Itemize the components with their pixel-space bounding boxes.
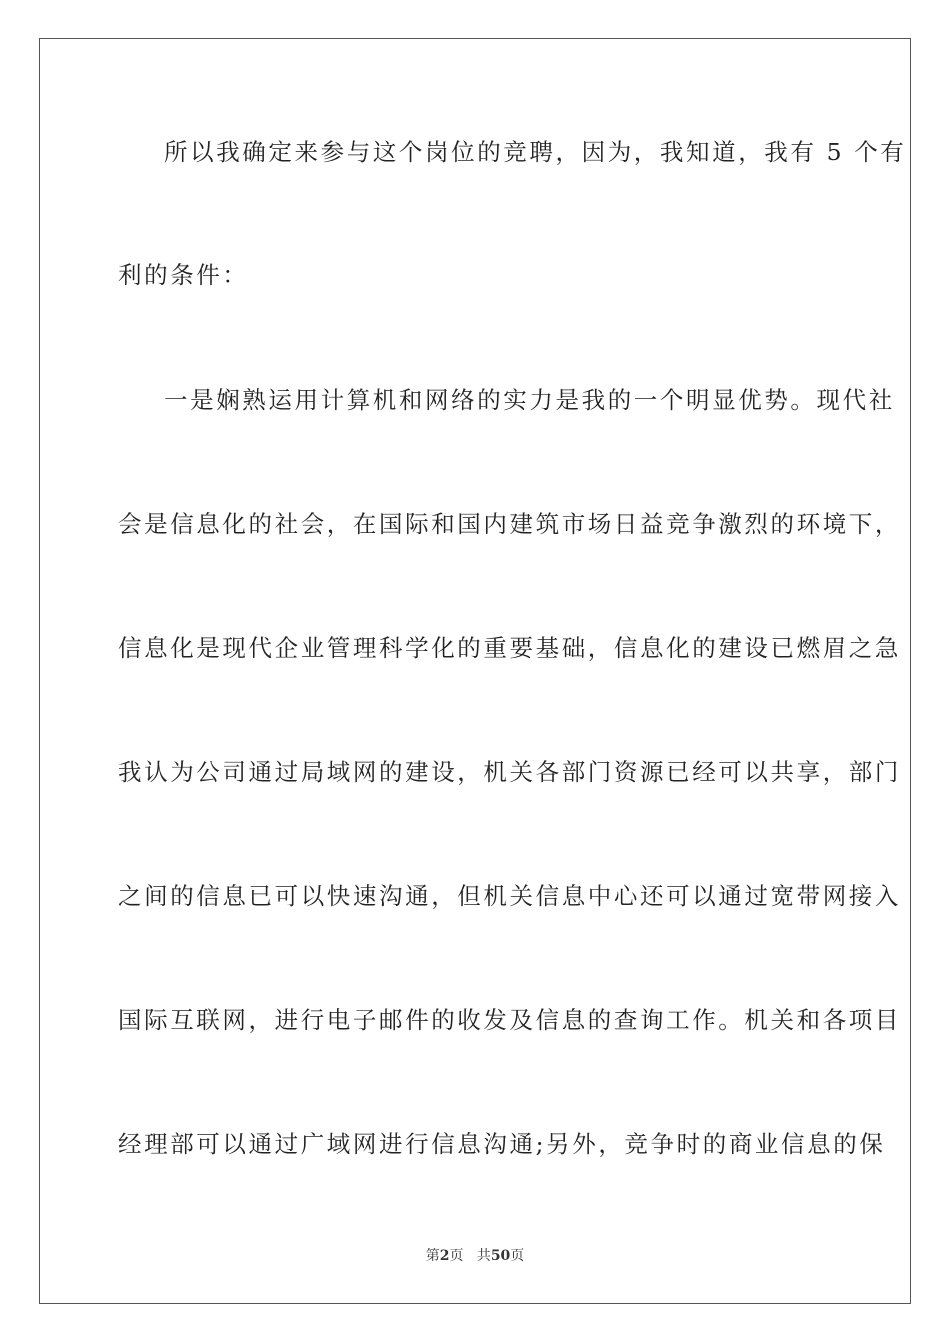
total-suffix: 页: [510, 1248, 525, 1264]
paragraph-line-6: 我认为公司通过局域网的建设，机关各部门资源已经可以共享，部门: [118, 758, 901, 786]
paragraph-line-3: 一是娴熟运用计算机和网络的实力是我的一个明显优势。现代社: [164, 386, 895, 414]
page-number: 2: [439, 1248, 450, 1264]
paragraph-line-8: 国际互联网，进行电子邮件的收发及信息的查询工作。机关和各项目: [118, 1006, 901, 1034]
page-footer: [0, 1245, 950, 1265]
paragraph-line-9: 经理部可以通过广域网进行信息沟通;另外，竞争时的商业信息的保: [118, 1130, 886, 1158]
paragraph-line-7: 之间的信息已可以快速沟通，但机关信息中心还可以通过宽带网接入: [118, 882, 901, 910]
page-prefix: 第: [425, 1248, 440, 1264]
paragraph-line-1: 所以我确定来参与这个岗位的竞聘，因为，我知道，我有 5 个有: [164, 138, 907, 166]
paragraph-line-5: 信息化是现代企业管理科学化的重要基础，信息化的建设已燃眉之急: [118, 634, 901, 662]
total-prefix: 共: [476, 1248, 491, 1264]
paragraph-line-2: 利的条件：: [118, 261, 249, 289]
paragraph-line-4: 会是信息化的社会，在国际和国内建筑市场日益竞争激烈的环境下，: [118, 510, 901, 538]
page-suffix: 页: [449, 1248, 464, 1264]
page-border: [39, 38, 911, 1304]
total-pages: 50: [490, 1248, 511, 1264]
